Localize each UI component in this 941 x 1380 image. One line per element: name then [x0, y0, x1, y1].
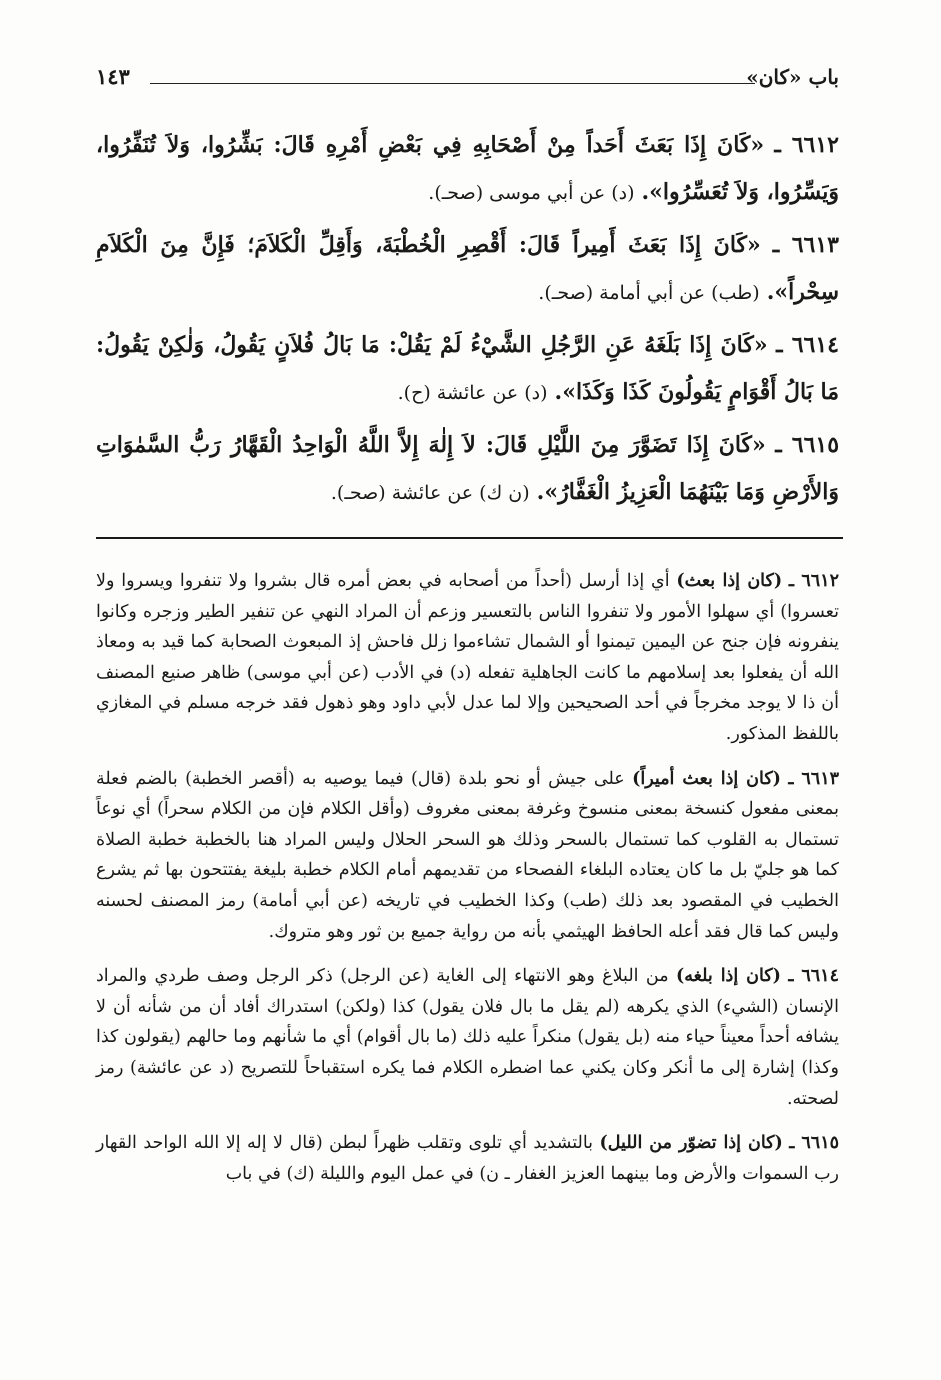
- hadith-number: ٦٦١٥ ـ: [775, 432, 840, 458]
- running-header: [96, 62, 839, 92]
- commentary-lead: (كان إذا بلغه): [676, 966, 781, 987]
- commentary-lead: (كان إذا بعث أميراً): [632, 768, 781, 789]
- commentary-entry: [96, 961, 839, 1114]
- commentary-number: ٦٦١٢ ـ: [788, 571, 839, 591]
- hadith-source: (ن ك) عن عائشة (صحـ).: [330, 482, 530, 504]
- commentary-number: ٦٦١٥ ـ: [789, 1133, 840, 1154]
- hadith-text: «كَانَ إِذَا بَعَثَ أَحَداً مِنْ أَصْحَابِهِ فِي بَعْضِ أَمْرِهِ قَالَ: بَشِّرُوا، وَلاَ تُنَفِّرُوا، وَيَسِّرُوا، وَلاَ تُعَسِّرُوا».: [96, 132, 839, 205]
- hadith-source: (د) عن أبي موسى (صحـ).: [428, 182, 635, 204]
- hadith-number: ٦٦١٢ ـ: [774, 132, 839, 158]
- hadith-source: (طب) عن أبي أمامة (صحـ).: [538, 282, 760, 304]
- chapter-title: باب «كان»: [746, 65, 839, 89]
- commentary-lead: (كان إذا تضوّر من الليل): [599, 1133, 783, 1154]
- hadith-entry: [96, 322, 839, 416]
- commentary-entry: [96, 1128, 839, 1189]
- hadith-text: «كَانَ إِذَا تَضَوَّرَ مِنَ اللَّيْلِ قَالَ: لاَ إِلٰهَ إِلاَّ اللَّهُ الْوَاحِدُ الْقَهَّارُ رَبُّ السَّمٰوَاتِ وَالأَرْضِ وَمَا بَيْنَهُمَا الْعَزِيزُ الْغَفَّارُ».: [96, 432, 839, 505]
- page-number: ١٤٣: [96, 64, 130, 89]
- hadith-text: «كَانَ إِذَا بَلَغَهُ عَنِ الرَّجُلِ الشَّيْءُ لَمْ يَقُلْ: مَا بَالُ فُلاَنٍ يَقُولُ، وَلٰكِنْ يَقُولُ: مَا بَالُ أَقْوَامٍ يَقُولُونَ كَذَا وَكَذَا».: [96, 332, 839, 405]
- hadith-number: ٦٦١٤ ـ: [776, 332, 839, 358]
- section-divider: [96, 537, 843, 539]
- commentary-body: على جيش أو نحو بلدة (قال) فيما يوصيه به (أقصر الخطبة) بالضم فعلة بمعنى مفعول كنسخة بمعنى منسوخ وغرفة بمعنى مغروف (وأقل الكلام فإن من الكلام سحراً) أي نوعاً تستمال به القلوب كما تستمال بالسحر وذلك هو السحر الحلال وليس المراد هنا بالخطبة خطبة الصلاة كما هو جليّ بل ما كان يعتاده البلغاء الفصحاء من تقديمهم أمام الكلام خطبة بليغة يفتتحون بها ثم يشرع الخطيب في المقصود بعد ذلك (طب) وكذا الخطيب في تاريخه (عن أبي أمامة) رمز المصنف لحسنه وليس كما قال فقد أعله الحافظ الهيثمي بأنه من رواية جميع بن ثور وهو متروك.: [96, 768, 839, 942]
- commentary-body: من البلاغ وهو الانتهاء إلى الغاية (عن الرجل) ذكر الرجل وصف طردي والمراد الإنسان (الشيء) الذي يكرهه (لم يقل ما بال فلان يقول) كذا (ولكن) استدراك أفاد أن من شأنه أن لا يشافه أحداً معيناً حياء منه (بل يقول) منكراً عليه ذلك (ما بال أقوام) أي ما شأنهم وما حالهم (يقولون كذا وكذا) إشارة إلى ما أنكر وكان يكني عما اضطره الكلام فما يكره استقباحاً للتصريح (د عن عائشة) رمز لصحته.: [96, 966, 839, 1109]
- hadith-text-section: [96, 122, 839, 522]
- header-rule: [150, 83, 755, 84]
- hadith-entry: [96, 222, 839, 316]
- commentary-number: ٦٦١٣ ـ: [788, 768, 839, 789]
- hadith-number: ٦٦١٣ ـ: [772, 232, 839, 258]
- commentary-entry: [96, 764, 839, 948]
- commentary-section: [96, 566, 839, 1203]
- hadith-source: (د) عن عائشة (ح).: [397, 382, 548, 404]
- commentary-body: بالتشديد أي تلوى وتقلب ظهراً لبطن (قال لا إله إلا الله الواحد القهار رب السموات والأرض وما بينهما العزيز الغفار ـ ن) في عمل اليوم والليلة (ك) في باب: [96, 1133, 839, 1184]
- commentary-lead: (كان إذا بعث): [676, 571, 783, 591]
- hadith-entry: [96, 422, 839, 516]
- commentary-body: أي إذا أرسل (أحداً من أصحابه في بعض أمره قال بشروا ولا تنفروا ويسروا ولا تعسروا) أي سهلوا الأمور ولا تنفروا الناس بالتعسير وزعم أن المراد النهي عن تنفير الطير وزجره وكانوا ينفرونه فإن جنح عن اليمين تيمنوا أو الشمال تشاءموا زلل فاحش إذ المبعوث الصحابة كما قيد به ومعاذ الله أن يفعلوا بعد إسلامهم ما كانت الجاهلية تفعله (د) في الأدب (عن أبي موسى) ظاهر صنيع المصنف أن ذا لا يوجد مخرجاً في أحد الصحيحين وإلا لما عدل لأبي داود وهو ذهول فقد خرجه مسلم في المغازي باللفظ المذكور.: [96, 571, 839, 744]
- hadith-text: «كَانَ إِذَا بَعَثَ أَمِيراً قَالَ: أَقْصِرِ الْخُطْبَةَ، وَأَقِلِّ الْكَلاَمَ؛ فَإِنَّ مِنَ الْكَلاَمِ سِحْراً».: [96, 232, 839, 305]
- commentary-number: ٦٦١٤ ـ: [788, 966, 839, 987]
- hadith-entry: [96, 122, 839, 216]
- commentary-entry: [96, 566, 839, 750]
